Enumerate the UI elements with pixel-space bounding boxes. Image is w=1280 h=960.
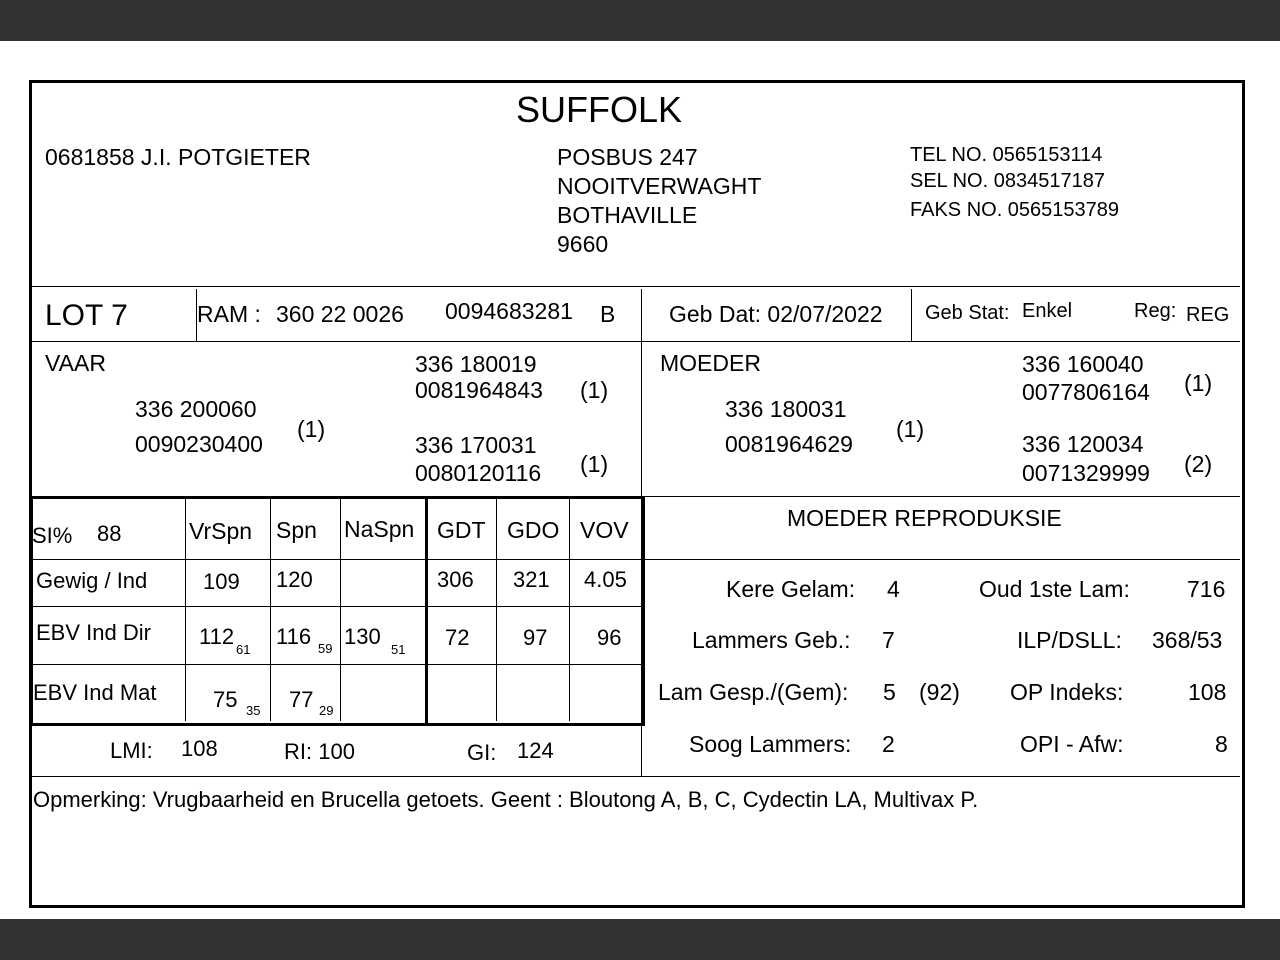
address-line: POSBUS 247 bbox=[557, 144, 698, 170]
stats-col-line bbox=[496, 499, 497, 721]
ram-label: RAM : bbox=[197, 301, 261, 327]
ebv-mat-vrspn-accuracy: 35 bbox=[246, 703, 261, 718]
sire-dam-registration: 0080120116 bbox=[415, 460, 542, 486]
divider-v-gebstat bbox=[911, 289, 912, 341]
stats-col-line bbox=[340, 499, 341, 721]
gewig-vov: 4.05 bbox=[584, 567, 627, 592]
repro-title: MOEDER REPRODUKSIE bbox=[787, 505, 1062, 531]
lammers-label: Lammers Geb.: bbox=[692, 627, 851, 653]
stats-row-line bbox=[33, 559, 642, 560]
address-line: NOOITVERWAGHT bbox=[557, 173, 762, 199]
divider-header bbox=[32, 286, 1240, 287]
ebv-mat-vrspn: 75 bbox=[213, 687, 238, 712]
cell-number: SEL NO. 0834517187 bbox=[910, 170, 1105, 192]
dam-grade: (1) bbox=[896, 416, 925, 442]
si-value: 88 bbox=[97, 521, 122, 546]
sire-label: VAAR bbox=[45, 350, 106, 376]
dam-sire-grade: (1) bbox=[1184, 370, 1213, 396]
ebv-dir-naspn-accuracy: 51 bbox=[391, 642, 406, 657]
dam-dam-number: 336 120034 bbox=[1022, 431, 1144, 457]
breed-title: SUFFOLK bbox=[516, 89, 683, 130]
col-header: GDO bbox=[507, 517, 560, 543]
col-header: GDT bbox=[437, 517, 486, 543]
divider-repro-title bbox=[641, 559, 1240, 560]
gewig-spn: 120 bbox=[276, 567, 313, 592]
soog-value: 2 bbox=[882, 731, 895, 757]
sire-sire-registration: 0081964843 bbox=[415, 377, 543, 403]
ilp-value: 368/53 bbox=[1152, 627, 1223, 653]
dam-registration: 0081964629 bbox=[725, 431, 853, 457]
bottom-bar bbox=[0, 919, 1280, 960]
ebv-mat-spn-accuracy: 29 bbox=[319, 703, 334, 718]
stats-divider-mid bbox=[425, 496, 428, 723]
gesp-label: Lam Gesp./(Gem): bbox=[658, 679, 849, 705]
birth-status: Enkel bbox=[1022, 300, 1073, 322]
gewig-gdo: 321 bbox=[513, 567, 550, 592]
sire-sire-number: 336 180019 bbox=[415, 351, 537, 377]
si-label: SI% bbox=[32, 523, 73, 548]
registration-number: 0094683281 bbox=[445, 298, 573, 324]
gesp-value: 5 bbox=[883, 679, 896, 705]
reg-label: Reg: bbox=[1134, 300, 1177, 322]
gi-label: GI: bbox=[467, 740, 497, 765]
ebv-dir-vov: 96 bbox=[597, 625, 622, 650]
ebv-dir-vrspn: 112 bbox=[199, 624, 235, 649]
ilp-label: ILP/DSLL: bbox=[1017, 627, 1122, 653]
ebv-dir-gdt: 72 bbox=[445, 625, 470, 650]
ebv-dir-vrspn-accuracy: 61 bbox=[236, 642, 251, 657]
lmi-value: 108 bbox=[181, 736, 218, 761]
fax-number: FAKS NO. 0565153789 bbox=[910, 199, 1120, 221]
gewig-gdt: 306 bbox=[437, 567, 474, 592]
kere-label: Kere Gelam: bbox=[726, 576, 856, 602]
divider-repro-top bbox=[641, 496, 1240, 497]
op-value: 108 bbox=[1188, 679, 1227, 705]
kere-value: 4 bbox=[887, 576, 900, 602]
dam-number: 336 180031 bbox=[725, 396, 847, 422]
stats-row-line bbox=[33, 664, 642, 665]
ram-number: 360 22 0026 bbox=[276, 301, 404, 327]
col-header: NaSpn bbox=[344, 516, 415, 542]
dam-label: MOEDER bbox=[660, 350, 761, 376]
divider-lot bbox=[32, 341, 1240, 342]
soog-label: Soog Lammers: bbox=[689, 731, 852, 757]
sire-registration: 0090230400 bbox=[135, 431, 263, 457]
top-bar bbox=[0, 0, 1280, 41]
ebv-dir-spn-accuracy: 59 bbox=[318, 641, 333, 656]
stats-row-line bbox=[33, 606, 642, 607]
row-label-gewig: Gewig / Ind bbox=[36, 568, 148, 593]
birth-date: Geb Dat: 02/07/2022 bbox=[669, 301, 883, 327]
breeder-name: 0681858 J.I. POTGIETER bbox=[45, 144, 311, 170]
divider-remark bbox=[32, 776, 1240, 777]
stats-col-line bbox=[270, 499, 271, 721]
ebv-dir-spn: 116 bbox=[276, 624, 312, 649]
col-header: VOV bbox=[580, 517, 629, 543]
op-label: OP Indeks: bbox=[1010, 679, 1124, 705]
remark: Opmerking: Vrugbaarheid en Brucella getoets. Geent : Bloutong A, B, C, Cydectin LA, Multivax P. bbox=[33, 787, 979, 812]
row-label-ebv-mat: EBV Ind Mat bbox=[33, 680, 157, 705]
sire-number: 336 200060 bbox=[135, 396, 257, 422]
col-header: VrSpn bbox=[189, 518, 253, 544]
sire-dam-number: 336 170031 bbox=[415, 432, 537, 458]
address-line: BOTHAVILLE bbox=[557, 202, 698, 228]
birth-status-label: Geb Stat: bbox=[925, 302, 1010, 324]
gi-value: 124 bbox=[517, 738, 554, 763]
sire-sire-grade: (1) bbox=[580, 377, 609, 403]
lmi-label: LMI: bbox=[110, 738, 153, 763]
opi-label: OPI - Afw: bbox=[1020, 731, 1124, 757]
dam-dam-grade: (2) bbox=[1184, 451, 1213, 477]
dam-sire-registration: 0077806164 bbox=[1022, 379, 1150, 405]
tel-number: TEL NO. 0565153114 bbox=[910, 144, 1103, 166]
row-label-ebv-dir: EBV Ind Dir bbox=[36, 620, 151, 645]
stats-col-line bbox=[569, 499, 570, 721]
sire-dam-grade: (1) bbox=[580, 451, 609, 477]
ebv-dir-gdo: 97 bbox=[523, 625, 548, 650]
oud-label: Oud 1ste Lam: bbox=[979, 576, 1130, 602]
lammers-value: 7 bbox=[882, 627, 895, 653]
reg-status: REG bbox=[1186, 304, 1230, 326]
dam-dam-registration: 0071329999 bbox=[1022, 460, 1150, 486]
ebv-dir-naspn: 130 bbox=[344, 624, 381, 649]
gesp-gem-value: (92) bbox=[919, 679, 960, 705]
stats-col-line bbox=[185, 499, 186, 721]
gewig-vrspn: 109 bbox=[203, 569, 240, 594]
grade: B bbox=[600, 301, 616, 327]
ri-value: RI: 100 bbox=[284, 739, 355, 764]
ebv-mat-spn: 77 bbox=[289, 687, 314, 712]
oud-value: 716 bbox=[1187, 576, 1226, 602]
opi-value: 8 bbox=[1215, 731, 1228, 757]
sire-grade: (1) bbox=[297, 416, 326, 442]
dam-sire-number: 336 160040 bbox=[1022, 351, 1144, 377]
lot-number: LOT 7 bbox=[45, 299, 128, 332]
col-header: Spn bbox=[276, 517, 317, 543]
address-line: 9660 bbox=[557, 231, 609, 257]
